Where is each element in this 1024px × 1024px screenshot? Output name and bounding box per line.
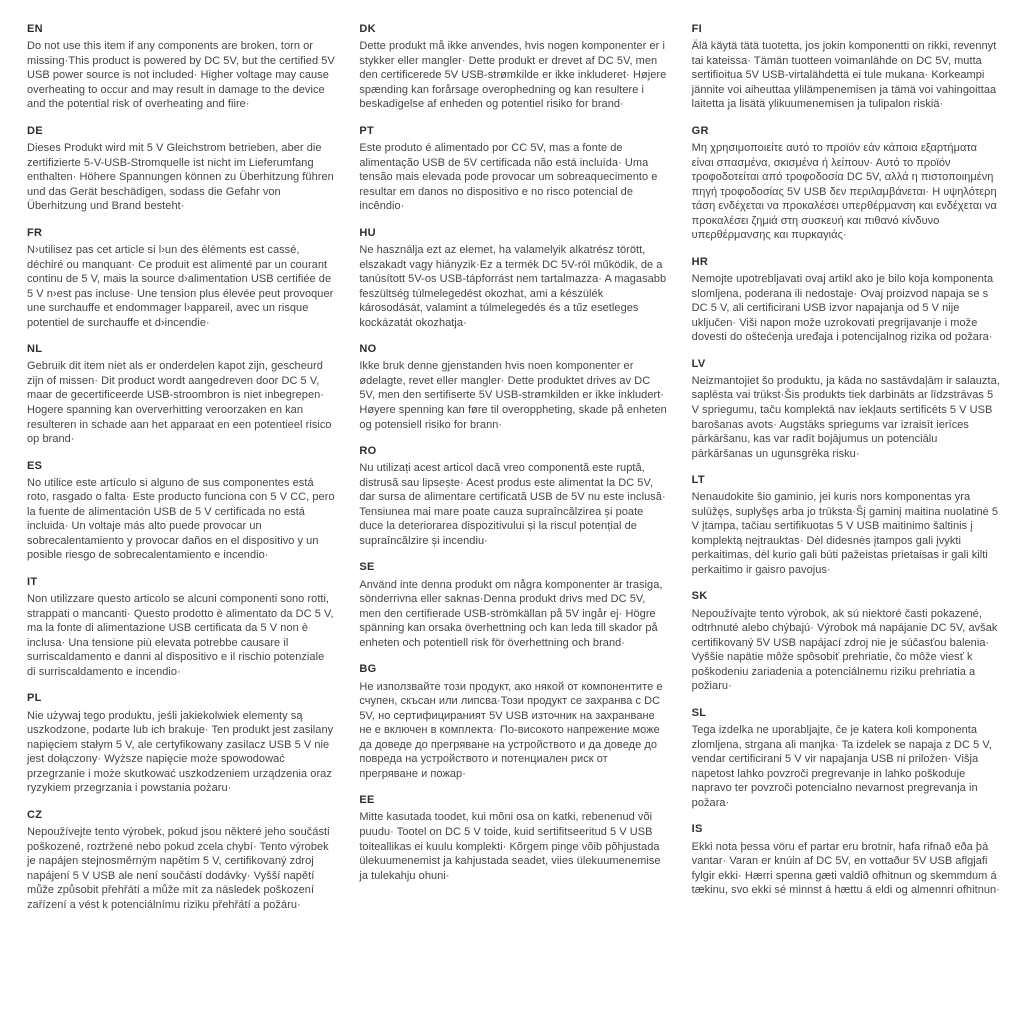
- language-code-label: HR: [691, 255, 709, 268]
- language-code-label: EE: [359, 794, 375, 807]
- language-section: [27, 808, 335, 912]
- warning-text: Nie używaj tego produktu, jeśli jakiekolwiek elementy są uszkodzone, podarte lub ich brakuje· Ten produkt jest zasilany napięciem stałym 5 V, ale certyfikowany zasilacz USB 5 V nie jest dołączony· Wyższe napięcie może spowodować przegrzanie i może skutkować uszkodzeniem urządzenia oraz ryzykiem przegrzania i powstania pożaru·: [27, 709, 334, 795]
- warning-text: Nemojte upotrebljavati ovaj artikl ako je bilo koja komponenta slomljena, poderana ili nedostaje· Ovaj proizvod napaja se s DC 5 V, ali certificirani USB izvor napajanja od 5 V nije uključen· Viši napon može uzrokovati pregrijavanje i može dovesti do oštećenja uređaja i potencijalnog rizika od požara·: [691, 273, 994, 344]
- language-code-label: NL: [27, 343, 43, 356]
- warning-text: N›utilisez pas cet article si l›un des éléments est cassé, déchiré ou manquant· Ce produit est alimenté par un courant continu de 5 V, mais la source d›alimentation USB certifiée de 5 V n›est pas incluse· Une tension plus élevée peut provoquer une surchauffe et endommager l›appareil, avec un risque potentiel de surchauffe et d›incendie·: [27, 244, 334, 329]
- language-section: [692, 473, 1000, 577]
- warning-text: Mitte kasutada toodet, kui mõni osa on katki, rebenenud või puudu· Tootel on DC 5 V toide, kuid sertifitseeritud 5 V USB toiteallikas ei kuulu komplekti· Kõrgem pinge võib põhjustada ülekuumenemist ja kahjustada seadet, viies ülekuumenemise ja tulekahju ohuni·: [359, 811, 661, 882]
- language-section: [27, 459, 335, 563]
- warning-text: Не използвайте този продукт, ако някой от компонентите е счупен, скъсан или липсва·Този продукт се захранва с DC 5V, но сертифицираният 5V USB източник на захранване не е включен в комплекта· По-високото напрежение може да доведе до прегряване на устройството и да доведе до повреда на устройството и потенциален риск от прегряване и пожар·: [359, 680, 663, 780]
- language-code-label: SE: [359, 561, 375, 574]
- warning-text: Nenaudokite šio gaminio, jei kuris nors komponentas yra sulūžęs, suplyšęs arba jo trūksta·Šį gaminį maitina nuolatinė 5 V įtampa, tačiau sertifikuotas 5 V USB maitinimo šaltinis į komplektą neįtrauktas· Dėl didesnės įtampos gali įvykti perkaitimas, dėl kurio gali būti pažeistas prietaisas ir gali kilti perkaitimo ir gaisro pavojus·: [691, 491, 999, 576]
- language-code-label: PL: [27, 692, 42, 705]
- language-section: [692, 357, 1000, 461]
- warning-text: Ne használja ezt az elemet, ha valamelyik alkatrész törött, elszakadt vagy hiányzik·Ez a termék DC 5V-ról működik, de a tanúsított 5V-os USB-tápforrást nem tartalmazza· A magasabb feszültség túlmelegedést okozhat, ami a készülék károsodását, valamint a túlmelegedés és a tűz esetleges kockázatát okozhatja·: [359, 244, 667, 329]
- language-section: [692, 124, 1000, 243]
- language-code-label: LT: [691, 474, 705, 487]
- warning-text: Nepoužívejte tento výrobek, pokud jsou některé jeho součásti poškozené, roztržené nebo pokud zcela chybí· Tento výrobek je napájen stejnosměrným napětím 5 V, certifikovaný zdroj napájení 5 V USB ale není součástí dodávky· Vyšší napětí může způsobit přehřátí a může mít za následek poškození zařízení a vést k potenciálnímu riziku přehřátí a požáru·: [27, 826, 330, 911]
- warning-text: Nepoužívajte tento výrobok, ak sú niektoré časti pokazené, odtrhnuté alebo chýbajú· Výrobok má napájanie DC 5V, avšak certifikovaný 5V USB napájací zdroj nie je súčasťou balenia· Vyššie napätie môže spôsobiť prehriatie, čo môže viesť k poškodeniu zariadenia a potenciálnemu riziku prehriatia a požiaru·: [691, 607, 998, 693]
- language-section: [359, 124, 667, 214]
- column-2: [359, 22, 667, 1004]
- language-code-label: CZ: [27, 808, 43, 821]
- language-code-label: EN: [27, 23, 43, 35]
- warning-text: Dieses Produkt wird mit 5 V Gleichstrom betrieben, aber die zertifizierte 5-V-USB-Stromquelle ist nicht im Lieferumfang enthalten· Höhere Spannungen können zu Überhitzung führen und das Gerät beschädigen, sodass die Gefahr von Überhitzung und Brand besteht·: [27, 142, 334, 213]
- language-section: [27, 575, 335, 679]
- language-section: [359, 662, 667, 781]
- warning-text: No utilice este artículo si alguno de sus componentes está roto, rasgado o falta· Este producto funciona con 5 V CC, pero la fuente de alimentación USB de 5 V certificada no está incluida· Un voltaje más alto puede provocar un sobrecalentamiento y provocar daños en el dispositivo y un posible riesgo de sobrecalentamiento e incendio·: [27, 476, 335, 562]
- warning-text: Ekki nota þessa vöru ef partar eru brotnir, hafa rifnað eða þá vantar· Varan er knúin af DC 5V, en vottaður 5V USB aflgjafi fylgir ekki· Hærri spenna gæti valdið ofhitnun og skemmdum á tækinu, svo ekki sé minnst á hættu á eldi og almennri ofhitnun·: [691, 840, 1000, 897]
- warning-text: Använd inte denna produkt om några komponenter är trasiga, sönderrivna eller saknas·Denna produkt drivs med DC 5V, men den certifierade USB-strömkällan på 5V ingår ej· Högre spänning kan orsaka överhettning och kan leda till skador på enheten och potentiell risk för överhettning och brand·: [359, 578, 663, 649]
- warning-text: Dette produkt må ikke anvendes, hvis nogen komponenter er i stykker eller mangler· Dette produkt er drevet af DC 5V, men den certificerede 5V USB-strømkilde er ikke inkluderet· Højere spænding kan forårsage overophedning og kan resultere i beskadigelse af enheden og potentiel risiko for brand·: [359, 40, 667, 111]
- warning-text: Este produto é alimentado por CC 5V, mas a fonte de alimentação USB de 5V certificada não está incluída· Uma tensão mais elevada pode provocar um sobreaquecimento e resultar em danos no dispositivo e no risco potencial de incêndio·: [359, 142, 658, 213]
- language-code-label: IT: [27, 575, 38, 588]
- language-code-label: DE: [27, 124, 43, 137]
- language-code-label: SK: [691, 590, 708, 603]
- warning-text: Non utilizzare questo articolo se alcuni componenti sono rotti, strappati o mancanti· Questo prodotto è alimentato da DC 5 V, ma la fonte di alimentazione USB certificata da 5 V non è inclusa· Una tensione più elevata potrebbe causare il surriscaldamento e danni al dispositivo e il rischio potenziale di surriscaldamento e incendio·: [27, 593, 334, 678]
- language-section: [27, 22, 335, 112]
- language-code-label: DK: [359, 23, 376, 35]
- warning-text: Gebruik dit item niet als er onderdelen kapot zijn, gescheurd zijn of missen· Dit product wordt aangedreven door DC 5 V, maar de gecertificeerde USB-stroombron is niet inbegrepen· Hogere spanning kan oververhitting veroorzaken en kan resulteren in schade aan het apparaat en een potentieel risico op brand·: [27, 360, 332, 446]
- language-code-label: FR: [27, 226, 43, 239]
- language-section: [27, 226, 335, 330]
- language-code-label: FI: [691, 23, 703, 35]
- language-section: [692, 706, 1000, 810]
- language-code-label: SL: [691, 706, 707, 719]
- language-code-label: ES: [27, 459, 43, 472]
- language-section: [692, 822, 1000, 897]
- language-code-label: HU: [359, 226, 376, 239]
- warning-text: Ikke bruk denne gjenstanden hvis noen komponenter er ødelagte, revet eller mangler· Dette produktet drives av DC 5V, men den sertifiserte 5V USB-strømkilden er ikke inkludert· Høyere spenning kan føre til overoppheting, skade på enheten og potensiell risiko for brann·: [359, 360, 667, 431]
- language-section: [359, 560, 667, 650]
- language-code-label: GR: [691, 124, 709, 137]
- warning-text: Neizmantojiet šo produktu, ja kāda no sastāvdaļām ir salauzta, saplēsta vai trūkst·Šis produkts tiek darbināts ar līdzstrāvas 5 V spriegumu, taču komplektā nav iekļauts sertificēts 5 V USB barošanas avots· Augstāks spriegums var izraisīt ierīces pārkāršanu, kas var radīt bojājumus un potenciālu pārkāršanas un ugunsgrēka risku·: [691, 374, 1000, 460]
- language-code-label: RO: [359, 445, 377, 458]
- language-section: [692, 255, 1000, 345]
- language-code-label: LV: [691, 357, 706, 370]
- language-code-label: BG: [359, 663, 377, 676]
- language-code-label: IS: [691, 823, 703, 836]
- warning-text: Do not use this item if any components are broken, torn or missing·This product is powered by DC 5V, but the certified 5V USB power source is not included· Higher voltage may cause overheating to occur and may result in damage to the device and the potential risk of overheating and fiire·: [27, 40, 335, 111]
- warning-text: Nu utilizați acest articol dacă vreo componentă este ruptă, distrusă sau lipsește· Acest produs este alimentat la DC 5V, dar sursa de alimentare certificată USB de 5V nu este inclusă· Tensiunea mai mare poate cauza supraîncălzirea și poate duce la deteriorarea dispozitivului și la riscul potențial de supraîncălzire și incendiu·: [359, 462, 666, 547]
- language-section: [359, 226, 667, 330]
- column-3: [692, 22, 1000, 1004]
- column-1: [27, 22, 335, 1004]
- language-section: [359, 444, 667, 548]
- warning-text: Μη χρησιμοποιείτε αυτό το προϊόν εάν κάποια εξαρτήματα είναι σπασμένα, σκισμένα ή λείπουν· Αυτό το προϊόν τροφοδοτείται από τροφοδοσία DC 5V, αλλά η πιστοποιημένη πηγή τροφοδοσίας 5V USB δεν περιλαμβάνεται· Η υψηλότερη τάση ενδέχεται να προκαλέσει υπερθέρμανση και ενδέχεται να προκαλέσει ζημιά στη συσκευή και πιθανό κίνδυνο υπερθέρμανσης και πυρκαγιάς·: [691, 142, 997, 242]
- language-section: [359, 342, 667, 432]
- language-code-label: PT: [359, 124, 374, 137]
- language-section: [27, 342, 335, 446]
- language-section: [359, 22, 667, 112]
- language-section: [27, 691, 335, 795]
- warning-text: Älä käytä tätä tuotetta, jos jokin komponentti on rikki, revennyt tai kateissa· Tämän tuotteen voimanlähde on DC 5V, mutta sertifioitua 5V USB-virtalähdettä ei tule mukana· Korkeampi jännite voi aiheuttaa ylilämpenemisen ja tämä voi vahingoittaa laitetta ja lisätä ylikuumenemisen ja tulipalon riskiä·: [691, 40, 997, 111]
- language-section: [359, 793, 667, 883]
- language-section: [692, 589, 1000, 693]
- language-section: [692, 22, 1000, 112]
- language-code-label: NO: [359, 343, 377, 356]
- language-section: [27, 124, 335, 214]
- warning-text: Tega izdelka ne uporabljajte, če je katera koli komponenta zlomljena, strgana ali manjka· Ta izdelek se napaja z DC 5 V, vendar certificirani 5 V vir napajanja USB ni priložen· Višja napetost lahko povzroči pregrevanje in lahko poškoduje napravo ter povzroči potencialno nevarnost pregrevanja in požara·: [691, 724, 992, 809]
